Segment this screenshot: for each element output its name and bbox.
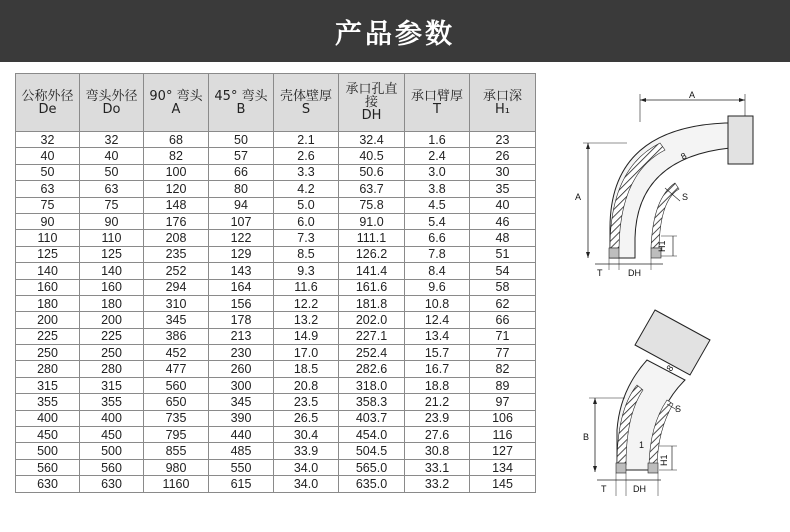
table-cell: 50: [80, 164, 144, 180]
table-cell: 6.0: [274, 213, 339, 229]
table-cell: 141.4: [339, 263, 405, 279]
table-cell: 75.8: [339, 197, 405, 213]
table-row: [16, 361, 536, 377]
table-row: [16, 164, 536, 180]
table-cell: 250: [80, 345, 144, 361]
table-cell: 2.1: [274, 132, 339, 148]
table-cell: 51: [470, 246, 536, 262]
table-cell: 50: [16, 164, 80, 180]
table-cell: 855: [144, 443, 209, 459]
label-t: T: [597, 268, 603, 278]
table-cell: 46: [470, 213, 536, 229]
table-cell: 504.5: [339, 443, 405, 459]
table-cell: 90: [80, 213, 144, 229]
header-s: 壳体壁厚 S: [274, 74, 339, 132]
table-cell: 57: [209, 148, 274, 164]
table-cell: 180: [80, 295, 144, 311]
table-row: [16, 345, 536, 361]
table-row: [16, 377, 536, 393]
table-cell: 11.6: [274, 279, 339, 295]
table-cell: 116: [470, 427, 536, 443]
table-cell: 97: [470, 394, 536, 410]
table-cell: 560: [144, 377, 209, 393]
table-cell: 200: [80, 312, 144, 328]
table-cell: 23.5: [274, 394, 339, 410]
table-row: [16, 213, 536, 229]
table-cell: 2.6: [274, 148, 339, 164]
table-cell: 66: [209, 164, 274, 180]
table-cell: 63.7: [339, 181, 405, 197]
table-cell: 23.9: [405, 410, 470, 426]
table-cell: 403.7: [339, 410, 405, 426]
table-cell: 26: [470, 148, 536, 164]
elbow-45-drawing: [575, 300, 725, 515]
table-cell: 13.2: [274, 312, 339, 328]
table-cell: 16.7: [405, 361, 470, 377]
table-cell: 160: [16, 279, 80, 295]
table-cell: 68: [144, 132, 209, 148]
table-cell: 202.0: [339, 312, 405, 328]
header-b: 45° 弯头 B: [209, 74, 274, 132]
table-cell: 615: [209, 476, 274, 492]
table-cell: 140: [16, 263, 80, 279]
table-cell: 156: [209, 295, 274, 311]
dim-b: B: [583, 432, 590, 442]
table-cell: 4.5: [405, 197, 470, 213]
table-cell: 127: [470, 443, 536, 459]
table-cell: 160: [80, 279, 144, 295]
table-cell: 122: [209, 230, 274, 246]
elbow-90-diagram: [565, 88, 780, 283]
table-cell: 208: [144, 230, 209, 246]
table-cell: 35: [470, 181, 536, 197]
table-row: [16, 263, 536, 279]
table-cell: 3.0: [405, 164, 470, 180]
elbow-90-drawing: [565, 88, 780, 283]
table-cell: 140: [80, 263, 144, 279]
table-row: [16, 459, 536, 475]
table-cell: 5.0: [274, 197, 339, 213]
table-cell: 34.0: [274, 459, 339, 475]
table-cell: 294: [144, 279, 209, 295]
table-cell: 18.5: [274, 361, 339, 377]
table-cell: 62: [470, 295, 536, 311]
table-cell: 50: [209, 132, 274, 148]
table-cell: 12.4: [405, 312, 470, 328]
table-row: [16, 427, 536, 443]
table-cell: 300: [209, 377, 274, 393]
table-cell: 75: [80, 197, 144, 213]
table-cell: 66: [470, 312, 536, 328]
table-cell: 89: [470, 377, 536, 393]
table-cell: 550: [209, 459, 274, 475]
elbow-45-diagram: [575, 300, 725, 515]
table-cell: 143: [209, 263, 274, 279]
table-cell: 2.4: [405, 148, 470, 164]
table-cell: 440: [209, 427, 274, 443]
table-cell: 20.8: [274, 377, 339, 393]
table-cell: 400: [80, 410, 144, 426]
header-do: 弯头外径 Do: [80, 74, 144, 132]
table-cell: 178: [209, 312, 274, 328]
table-cell: 650: [144, 394, 209, 410]
table-cell: 252.4: [339, 345, 405, 361]
table-cell: 200: [16, 312, 80, 328]
table-row: [16, 197, 536, 213]
table-cell: 145: [470, 476, 536, 492]
table-cell: 77: [470, 345, 536, 361]
table-cell: 30: [470, 164, 536, 180]
table-cell: 91.0: [339, 213, 405, 229]
table-cell: 500: [16, 443, 80, 459]
table-cell: 27.6: [405, 427, 470, 443]
table-cell: 315: [80, 377, 144, 393]
table-cell: 1160: [144, 476, 209, 492]
table-cell: 386: [144, 328, 209, 344]
table-cell: 358.3: [339, 394, 405, 410]
table-header-row: [16, 74, 536, 132]
table-cell: 120: [144, 181, 209, 197]
spec-table: [15, 73, 536, 493]
table-cell: 32: [80, 132, 144, 148]
label-8: 8: [679, 150, 689, 162]
table-cell: 34.0: [274, 476, 339, 492]
table-cell: 32.4: [339, 132, 405, 148]
label-h1: H1: [659, 454, 669, 466]
table-cell: 125: [16, 246, 80, 262]
table-cell: 125: [80, 246, 144, 262]
table-cell: 310: [144, 295, 209, 311]
table-cell: 477: [144, 361, 209, 377]
table-cell: 315: [16, 377, 80, 393]
table-row: [16, 312, 536, 328]
table-cell: 23: [470, 132, 536, 148]
table-cell: 6.6: [405, 230, 470, 246]
table-cell: 82: [470, 361, 536, 377]
table-cell: 12.2: [274, 295, 339, 311]
table-cell: 3.8: [405, 181, 470, 197]
label-t: T: [601, 484, 607, 494]
table-row: [16, 410, 536, 426]
table-cell: 164: [209, 279, 274, 295]
label-s: S: [675, 404, 682, 414]
table-row: [16, 181, 536, 197]
table-cell: 30.8: [405, 443, 470, 459]
table-cell: 32: [16, 132, 80, 148]
table-row: [16, 328, 536, 344]
header-h1: 承口深 H₁: [470, 74, 536, 132]
table-row: [16, 148, 536, 164]
header-banner: [0, 0, 790, 62]
table-cell: 40.5: [339, 148, 405, 164]
table-cell: 90: [16, 213, 80, 229]
table-cell: 8.4: [405, 263, 470, 279]
table-cell: 355: [80, 394, 144, 410]
table-cell: 500: [80, 443, 144, 459]
table-cell: 107: [209, 213, 274, 229]
table-cell: 8.5: [274, 246, 339, 262]
table-cell: 18.8: [405, 377, 470, 393]
table-cell: 40: [80, 148, 144, 164]
table-cell: 260: [209, 361, 274, 377]
header-t: 承口臂厚 T: [405, 74, 470, 132]
table-cell: 318.0: [339, 377, 405, 393]
table-row: [16, 394, 536, 410]
table-cell: 560: [16, 459, 80, 475]
table-cell: 213: [209, 328, 274, 344]
label-h1: H1: [657, 240, 667, 252]
table-cell: 161.6: [339, 279, 405, 295]
table-cell: 14.9: [274, 328, 339, 344]
table-cell: 450: [16, 427, 80, 443]
table-cell: 560: [80, 459, 144, 475]
table-cell: 795: [144, 427, 209, 443]
table-cell: 26.5: [274, 410, 339, 426]
table-cell: 635.0: [339, 476, 405, 492]
table-cell: 345: [144, 312, 209, 328]
table-cell: 82: [144, 148, 209, 164]
table-cell: 452: [144, 345, 209, 361]
table-cell: 10.8: [405, 295, 470, 311]
table-cell: 176: [144, 213, 209, 229]
table-cell: 75: [16, 197, 80, 213]
table-cell: 33.1: [405, 459, 470, 475]
table-cell: 565.0: [339, 459, 405, 475]
table-cell: 30.4: [274, 427, 339, 443]
table-cell: 58: [470, 279, 536, 295]
table-cell: 17.0: [274, 345, 339, 361]
table-cell: 54: [470, 263, 536, 279]
table-cell: 7.8: [405, 246, 470, 262]
table-cell: 980: [144, 459, 209, 475]
table-cell: 13.4: [405, 328, 470, 344]
table-cell: 227.1: [339, 328, 405, 344]
table-row: [16, 230, 536, 246]
table-cell: 355: [16, 394, 80, 410]
table-cell: 111.1: [339, 230, 405, 246]
table-cell: 735: [144, 410, 209, 426]
table-cell: 485: [209, 443, 274, 459]
table-cell: 9.3: [274, 263, 339, 279]
table-cell: 80: [209, 181, 274, 197]
table-cell: 630: [16, 476, 80, 492]
table-cell: 15.7: [405, 345, 470, 361]
table-cell: 94: [209, 197, 274, 213]
table-cell: 181.8: [339, 295, 405, 311]
dim-a-side: A: [575, 192, 582, 202]
table-cell: 280: [80, 361, 144, 377]
table-cell: 106: [470, 410, 536, 426]
table-row: [16, 476, 536, 492]
label-dh: DH: [633, 484, 646, 494]
table-cell: 9.6: [405, 279, 470, 295]
table-cell: 7.3: [274, 230, 339, 246]
table-cell: 50.6: [339, 164, 405, 180]
header-dh: 承口孔直接 DH: [339, 74, 405, 132]
table-cell: 48: [470, 230, 536, 246]
label-s: S: [682, 192, 689, 202]
table-cell: 148: [144, 197, 209, 213]
table-cell: 40: [470, 197, 536, 213]
header-a: 90° 弯头 A: [144, 74, 209, 132]
table-cell: 450: [80, 427, 144, 443]
table-cell: 250: [16, 345, 80, 361]
table-row: [16, 279, 536, 295]
table-cell: 390: [209, 410, 274, 426]
table-row: [16, 132, 536, 148]
table-cell: 134: [470, 459, 536, 475]
table-cell: 110: [80, 230, 144, 246]
table-cell: 129: [209, 246, 274, 262]
table-cell: 345: [209, 394, 274, 410]
label-8: 8: [664, 363, 676, 374]
table-cell: 454.0: [339, 427, 405, 443]
table-cell: 230: [209, 345, 274, 361]
table-cell: 71: [470, 328, 536, 344]
table-cell: 40: [16, 148, 80, 164]
table-cell: 180: [16, 295, 80, 311]
table-cell: 100: [144, 164, 209, 180]
table-row: [16, 246, 536, 262]
table-row: [16, 443, 536, 459]
table-cell: 225: [16, 328, 80, 344]
table-cell: 400: [16, 410, 80, 426]
page-title: 产品参数: [335, 18, 455, 50]
table-cell: 33.9: [274, 443, 339, 459]
table-cell: 63: [16, 181, 80, 197]
table-cell: 1.6: [405, 132, 470, 148]
table-cell: 110: [16, 230, 80, 246]
table-cell: 4.2: [274, 181, 339, 197]
header-de: 公称外径 De: [16, 74, 80, 132]
table-cell: 126.2: [339, 246, 405, 262]
label-1: 1: [639, 440, 645, 450]
table-cell: 5.4: [405, 213, 470, 229]
table-cell: 63: [80, 181, 144, 197]
table-cell: 235: [144, 246, 209, 262]
label-dh: DH: [628, 268, 641, 278]
table-cell: 225: [80, 328, 144, 344]
dim-a-top: A: [689, 90, 696, 100]
table-cell: 3.3: [274, 164, 339, 180]
table-cell: 282.6: [339, 361, 405, 377]
table-cell: 33.2: [405, 476, 470, 492]
table-row: [16, 295, 536, 311]
table-cell: 21.2: [405, 394, 470, 410]
table-cell: 252: [144, 263, 209, 279]
table-cell: 280: [16, 361, 80, 377]
table-cell: 630: [80, 476, 144, 492]
